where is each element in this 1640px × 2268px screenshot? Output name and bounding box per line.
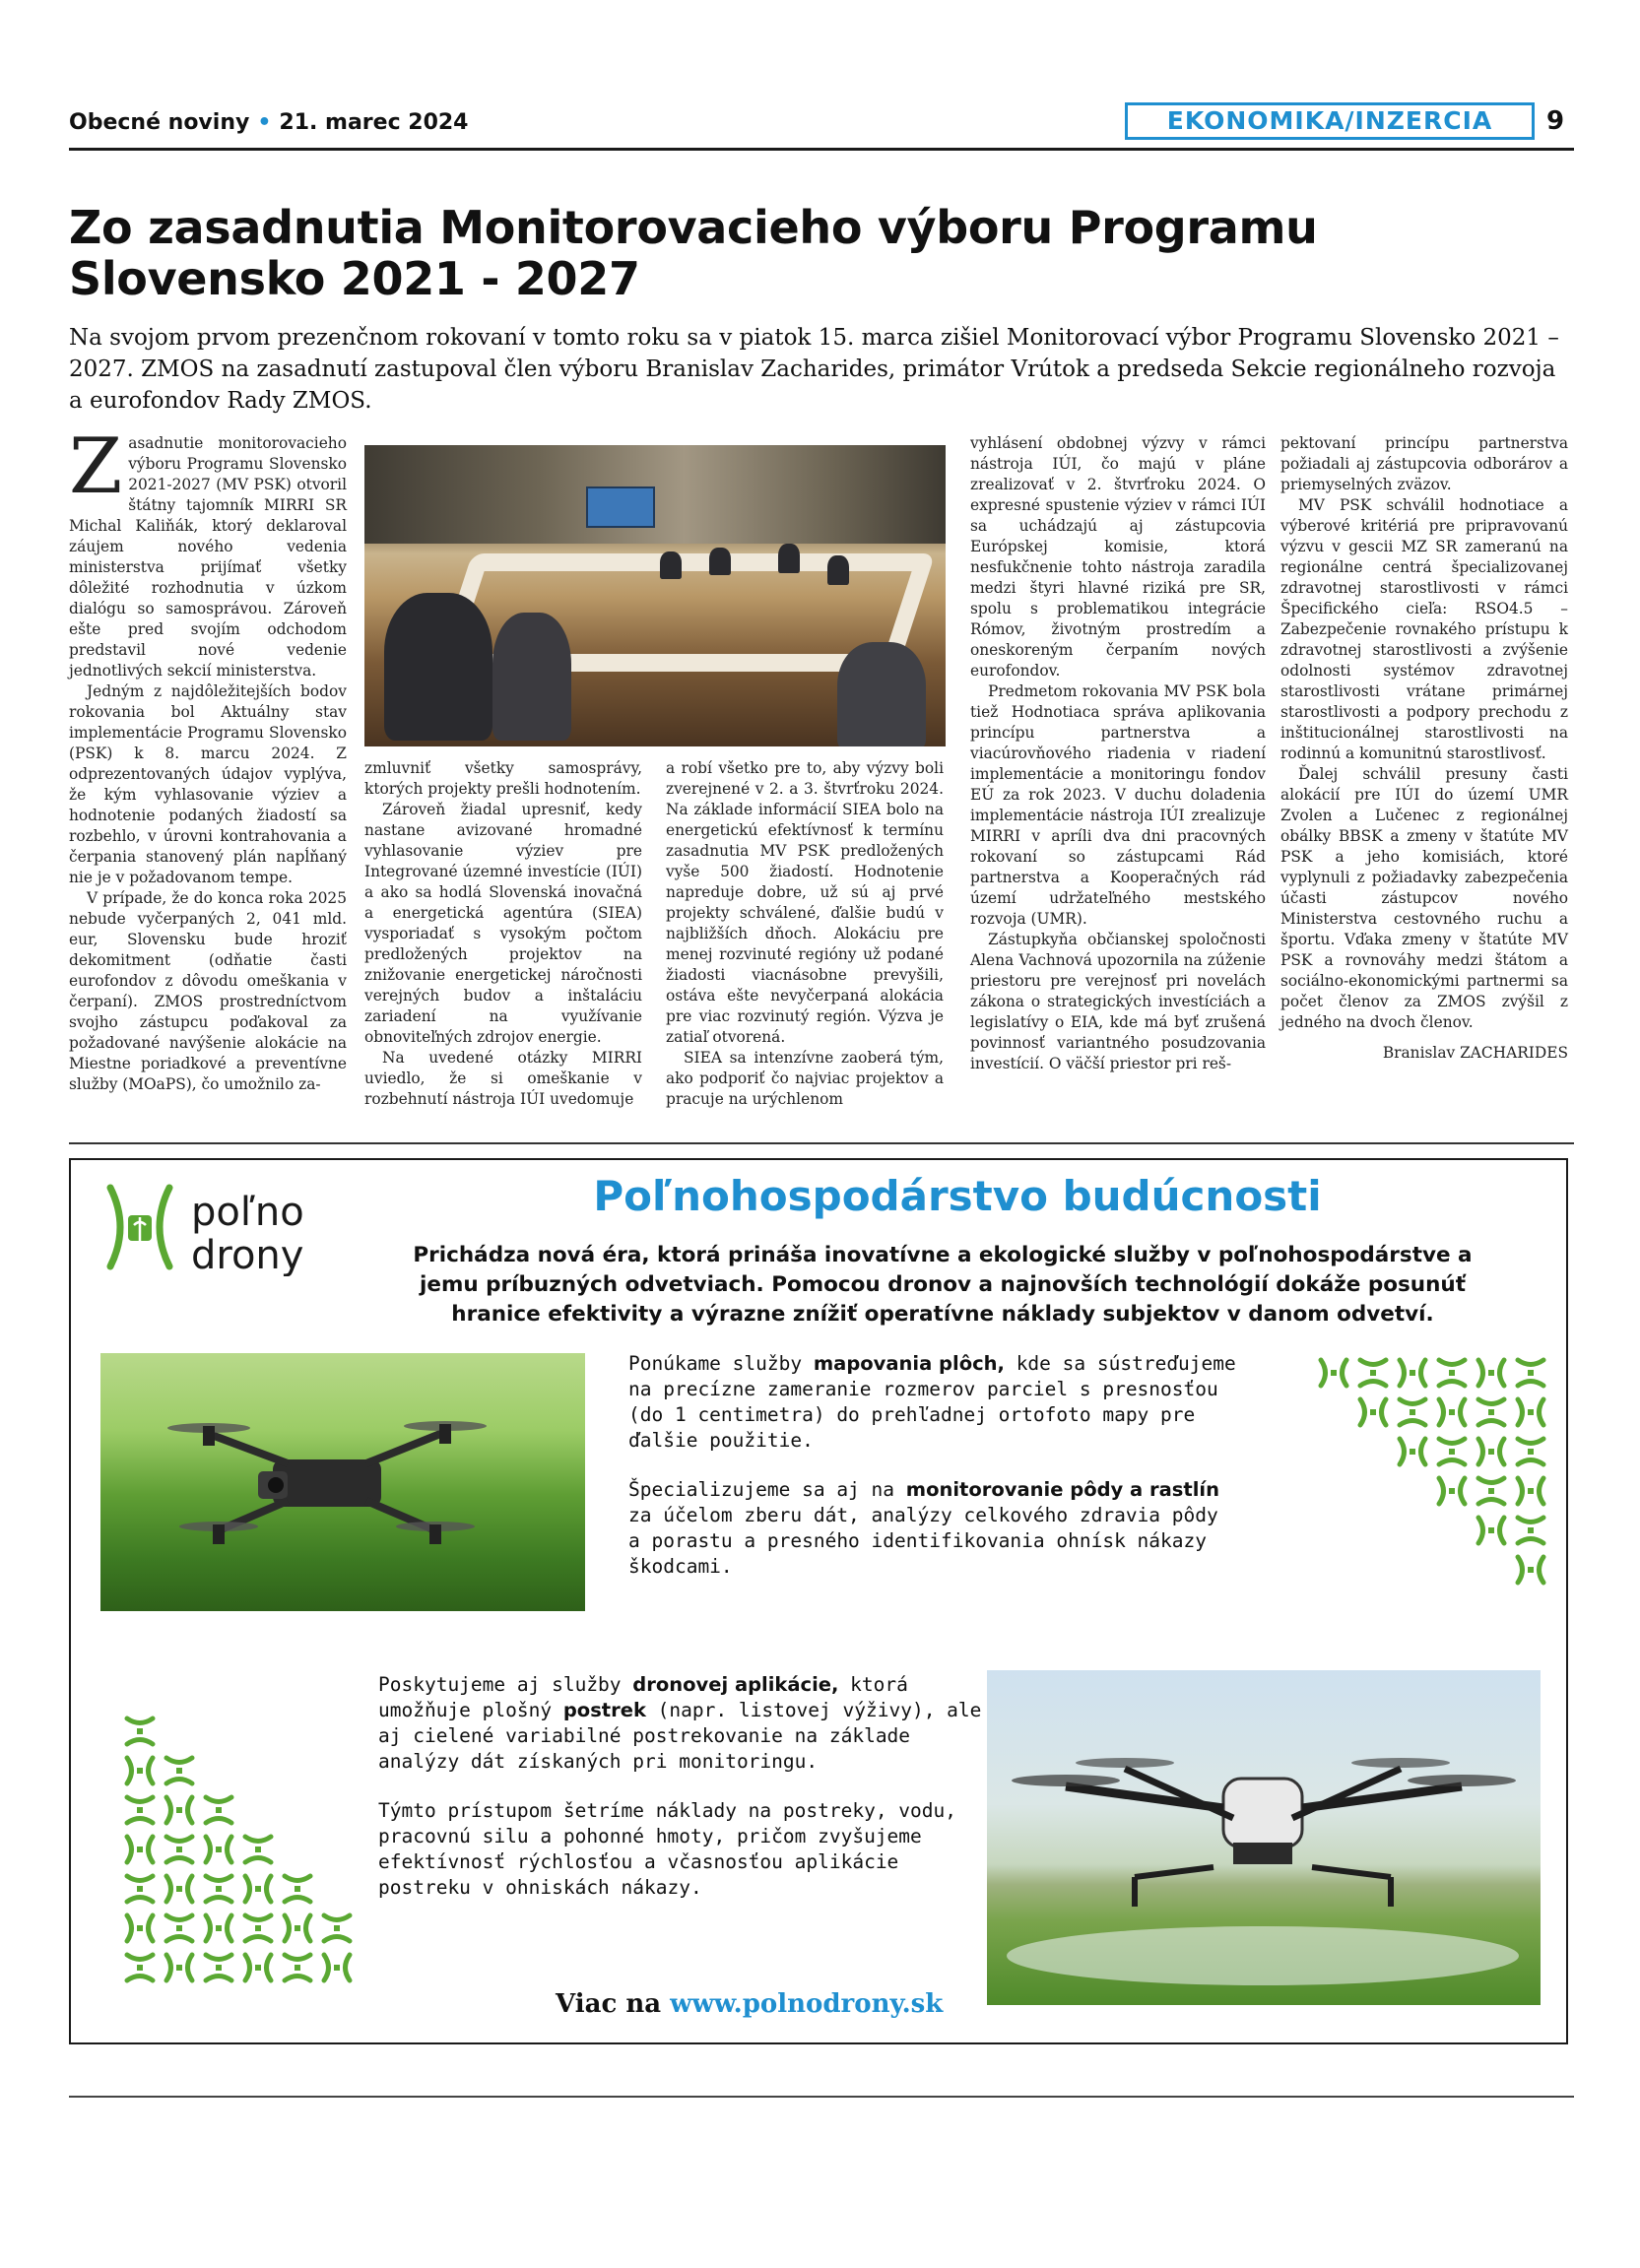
article-column-4 (970, 433, 1266, 1074)
separator-dot: • (257, 110, 272, 135)
pattern-glyph (166, 1758, 192, 1783)
pattern-glyph (127, 1955, 153, 1980)
pattern-glyph (1321, 1360, 1346, 1386)
pattern-glyph (1518, 1557, 1543, 1583)
article-paragraph: MV PSK schválil hodnotiace a výberové kritériá pre pripravovanú výzvu v gescii MZ SR zameranú na regionálne centrá špecializovanej zdravotnej starostlivosti v rámci Špecifického cieľa: RSO4.5 – Zabezpečenie rovnakého prístupu k zdravotnej starostlivosti a zvýšenie odolnosti systémov zdravotnej starostlivosti vrátane primárnej starostlivosti a podpory prechodu z inštitucionálnej starostlivosti na rodinnú a komunitnú starostlivosť. (1280, 496, 1568, 762)
article-paragraph: pektovaní princípu partnerstva požiadali aj zástupcovia odborárov a priemyselných zväzov. (1280, 434, 1568, 493)
logo-pattern-bottom-left (120, 1712, 366, 2007)
advert-paragraph: Poskytujeme aj služby dronovej aplikácie, ktorá umožňuje plošný postrek (napr. listovej výživy), ale aj cielené variabilné postrekovanie na základe analýzy dát získaných pri monitoringu. (378, 1673, 982, 1773)
pattern-glyph (1478, 1439, 1504, 1464)
article-lead: Na svojom prvom prezenčnom rokovaní v tomto roku sa v piatok 15. marca zišiel Monitorovací výbor Programu Slovensko 2021 – 2027. ZMOS na zasadnutí zastupoval člen výboru Branislav Zacharides, primátor Vrútok a predseda Sekcie regionálneho rozvoja a eurofondov Rady ZMOS. (69, 325, 1559, 414)
pattern-glyph (127, 1718, 153, 1744)
headline-line-2: Slovensko 2021 - 2027 (69, 252, 640, 305)
pattern-glyph (206, 1837, 231, 1862)
pattern-glyph (166, 1876, 192, 1902)
more-label: Viac na (556, 1989, 671, 2019)
pattern-glyph (245, 1915, 271, 1941)
pattern-glyph (166, 1797, 192, 1823)
photo-person (837, 642, 926, 746)
pattern-glyph (127, 1876, 153, 1902)
advert-text-block-1 (628, 1351, 1239, 1603)
page-header-left (69, 110, 469, 135)
pattern-glyph (245, 1876, 271, 1902)
photo-wall (364, 445, 946, 544)
pattern-glyph (285, 1876, 310, 1902)
article-paragraph: a robí všetko pre to, aby výzvy boli zverejnené v 2. a 3. štvrťroku 2024. Na základe informácií SIEA bolo na energetickú efektívnosť k termínu zasadnutia MV PSK predložených vyše 500 žiadostí. Hodnotenie napreduje dobre, už sú aj prvé projekty schválené, ďalšie budú v najbližších dňoch. Alokáciu pre menej rozvinuté regióny už podané žiadosti viacnásobne prevyšili, ostáva ešte nevyčerpaná alokácia pre viac rozvinutý región. Výzva je zatiaľ otvorená. (666, 759, 944, 1046)
article-paragraph: Zároveň žiadal upresniť, kedy nastane avizované hromadné vyhlasovanie výziev pre Integrované územné investície (IÚI) a ako sa hodlá Slovenská inovačná a energetická agentúra (SIEA) vysporiadať s vysokým počtom predložených projektov na znižovanie energetickej náročnosti verejných budov a inštaláciu zariadení na využívanie obnoviteľných zdrojov energie. (364, 801, 642, 1046)
photo-screen (586, 486, 655, 528)
pattern-glyph (1439, 1360, 1465, 1386)
pattern-glyph (206, 1915, 231, 1941)
pattern-glyph (1518, 1399, 1543, 1425)
spraying-drone-photo (987, 1670, 1541, 2005)
pattern-glyph (127, 1837, 153, 1862)
article-column-3 (666, 758, 944, 1110)
article-byline: Branislav ZACHARIDES (1382, 1044, 1568, 1062)
pattern-glyph (127, 1758, 153, 1783)
pattern-glyph (1360, 1399, 1386, 1425)
advert-paragraph: Týmto prístupom šetríme náklady na postreky, vodu, pracovnú silu a pohonné hmoty, pričom zvyšujeme efektívnosť rýchlosťou a včasnosťou aplikácie postreku v ohniskách nákazy. (378, 1799, 956, 1899)
website-link[interactable]: www.polnodrony.sk (670, 1989, 944, 2019)
logo-word-2: drony (191, 1233, 304, 1276)
article-bottom-rule (69, 1142, 1574, 1144)
advert-paragraph: Špecializujeme sa aj na monitorovanie pôdy a rastlín za účelom zberu dát, analýzy celkového zdravia pôdy a porastu a presného identifikovania ohnísk nákazy škodcami. (628, 1478, 1219, 1578)
page-bottom-rule (69, 2096, 1574, 2098)
article-paragraph: zmluvniť všetky samosprávy, ktorých projekty prešli hodnotením. (364, 759, 642, 798)
pattern-glyph (1400, 1360, 1425, 1386)
issue-date: 21. marec 2024 (279, 110, 469, 135)
photo-person (778, 544, 800, 573)
pattern-glyph (127, 1915, 153, 1941)
pattern-glyph (1518, 1518, 1543, 1543)
pattern-glyph (245, 1955, 271, 1980)
pattern-glyph (206, 1797, 231, 1823)
pattern-glyph (1400, 1399, 1425, 1425)
pattern-glyph (1518, 1360, 1543, 1386)
article-paragraph: vyhlásení obdobnej výzvy v rámci nástroja IÚI, čo majú v pláne zrealizovať v 2. štvrťroku 2024. O expresné spustenie výziev v rámci IÚI sa uchádzajú aj zástupcovia Európskej komisie, ktorá nesfukčnenie tohto nástroja zaradila medzi štyri hlavné riziká pre SR, spolu s problematikou integrácie Rómov, životným prostredím a oneskoreným čerpaním nových eurofondov. (970, 434, 1266, 680)
advert-title: Poľnohospodárstvo budúcnosti (593, 1172, 1322, 1220)
article-column-2 (364, 758, 642, 1110)
pattern-glyph (1478, 1518, 1504, 1543)
advert-intro: Prichádza nová éra, ktorá prináša inovatívne a ekologické služby v poľnohospodárstve a jemu príbuzných odvetviach. Pomocou dronov a najnovších technológií dokáže posunúť hranice efektivity a výrazne znížiť operatívne náklady subjektov v danom odvetví. (413, 1243, 1473, 1327)
pattern-glyph (285, 1915, 310, 1941)
pattern-glyph (245, 1837, 271, 1862)
page-number: 9 (1546, 106, 1565, 136)
pattern-glyph (1518, 1478, 1543, 1504)
pattern-glyph (1478, 1478, 1504, 1504)
pattern-glyph (1518, 1439, 1543, 1464)
article-column-1 (69, 422, 347, 1095)
drop-cap: Z (69, 422, 123, 511)
pattern-glyph (1439, 1399, 1465, 1425)
article-paragraph: Na uvedené otázky MIRRI uviedlo, že si omeškanie v rozbehnutí nástroja IÚI uvedomuje (364, 1049, 642, 1108)
pattern-glyph (324, 1955, 350, 1980)
pattern-glyph (1478, 1399, 1504, 1425)
pattern-glyph (1439, 1478, 1465, 1504)
pattern-glyph (206, 1876, 231, 1902)
article-column-5 (1280, 433, 1568, 1064)
logo-word-1: poľno (191, 1190, 304, 1235)
photo-person (660, 551, 682, 579)
article-paragraph: V prípade, že do konca roka 2025 nebude vyčerpaných 2, 041 mld. eur, Slovensku bude hroziť dekomitment (odňatie časti eurofondov z dôvodu omeškania v čerpaní). ZMOS prostredníctvom svojho zástupcu poďakoval za požadované navýšenie alokácie na Miestne poriadkové a preventívne služby (MOaPS), čo umožnilo za- (69, 889, 347, 1093)
article-paragraph: Ďalej schválil presuny časti alokácií pre IÚI do území UMR Zvolen a Lučenec z regionálnej obálky BBSK a zmeny v štatúte MV PSK a jeho komisiách, ktoré vyplynuli z požiadavky zabezpečenia účasti zástupcov nového Ministerstva cestovného ruchu a športu. Vďaka zmeny v štatúte MV PSK a rovnováhy medzi štátom a sociálno-ekonomickými partnermi sa počet členov za ZMOS zvýšil z jedného na dvoch členov. (1280, 765, 1568, 1031)
advert-text-block-2 (378, 1672, 989, 1924)
pattern-glyph (166, 1837, 192, 1862)
advert-paragraph: Ponúkame služby mapovania plôch, kde sa sústreďujeme na precízne zameranie rozmerov parciel s presnosťou (do 1 centimetra) do prehľadnej ortofoto mapy pre ďalšie použitie. (628, 1352, 1236, 1452)
pattern-glyph (285, 1955, 310, 1980)
mapping-drone-photo (100, 1353, 585, 1611)
header-rule (69, 148, 1574, 151)
pattern-glyph (1439, 1439, 1465, 1464)
photo-person (492, 613, 571, 741)
article-headline (69, 202, 1566, 304)
article-paragraph: SIEA sa intenzívne zaoberá tým, ako podporiť čo najviac projektov a pracuje na urýchlenom (666, 1049, 944, 1108)
headline-line-1: Zo zasadnutia Monitorovacieho výboru Programu (69, 201, 1318, 254)
photo-person (827, 555, 849, 585)
pattern-glyph (1478, 1360, 1504, 1386)
article-paragraph: Zástupkyňa občianskej spoločnosti Alena Vachnová upozornila na zúženie priestoru pre verejnosť pri novelách zákona o strategických investíciách a legislatívy o EIA, kde má byť zrušená povinnosť variantného posudzovania investícií. O väčší priestor pri reš- (970, 931, 1266, 1072)
section-label: EKONOMIKA/INZERCIA (1125, 102, 1535, 140)
pattern-glyph (1360, 1360, 1386, 1386)
publication-name: Obecné noviny (69, 110, 250, 135)
pattern-glyph (1400, 1439, 1425, 1464)
logo-pattern-top-right (1314, 1353, 1550, 1639)
article-paragraph: Jedným z najdôležitejších bodov rokovania bol Aktuálny stav implementácie Programu Slovensko (PSK) k 8. marcu 2024. Z odprezentovaných údajov vyplýva, že kým vyhlasovanie výziev a hodnotenie podaných žiadostí sa rozbehlo, v úrovni kontrahovania a čerpania stanovený plán napĺňaný nie je v požadovanom tempe. (69, 682, 347, 886)
advert-more-link[interactable] (556, 1989, 943, 2019)
meeting-photo (364, 445, 946, 746)
pattern-glyph (324, 1915, 350, 1941)
pattern-glyph (127, 1797, 153, 1823)
article-paragraph: Predmetom rokovania MV PSK bola tiež Hodnotiaca správa aplikovania princípu partnerstva a viacúrovňového riadenia v riadení implementácie a monitoringu fondov EÚ za rok 2023. V duchu doladenia implementácie nástroja IÚI zrealizuje MIRRI v apríli dva dni pracovných rokovaní so zástupcami Rád partnerstva a Kooperačných rád území udržateľného mestského rozvoja (UMR). (970, 682, 1266, 928)
pattern-glyph (166, 1955, 192, 1980)
article-paragraph: Zasadnutie monitorovacieho výboru Programu Slovensko 2021-2027 (MV PSK) otvoril štátny tajomník MIRRI SR Michal Kaliňák, ktorý deklaroval záujem nového vedenia ministerstva prijímať všetky dôležité rozhodnutia v úzkom dialógu so samosprávou. Zároveň ešte pred svojím odchodom predstavil nové vedenie jednotlivých sekcií ministerstva. (69, 422, 347, 680)
pattern-glyph (166, 1915, 192, 1941)
advertisement-box (69, 1158, 1568, 2044)
polnodrony-logo (100, 1178, 396, 1276)
photo-person (384, 593, 492, 741)
pattern-glyph (206, 1955, 231, 1980)
photo-person (709, 548, 731, 575)
